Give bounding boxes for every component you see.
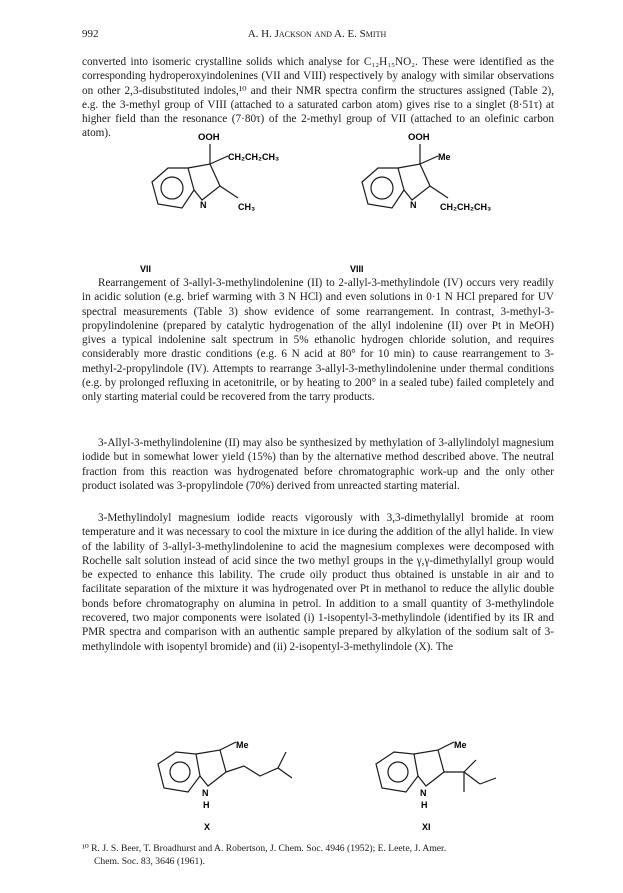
xi-nitrogen: N — [420, 788, 427, 798]
footnote — [82, 843, 554, 868]
page-number: 992 — [82, 28, 99, 40]
structure-vii — [130, 126, 310, 274]
viii-bottom-group: CH₂CH₂CH₃ — [440, 202, 492, 212]
running-title: A. H. Jackson and A. E. Smith — [247, 28, 387, 40]
structure-x — [140, 738, 330, 838]
paragraph-synthesis: 3-Allyl-3-methylindolenine (II) may also be synthesized by methylation of 3-allylindolyl magnesium iodide but in somewhat lower yield (15%) than by the alternative method described above. The neutral fraction from this reaction was hydrogenated before chromatographic work-up and the only other product isolated was 3-propylindole (70%) derived from unreacted starting material. — [82, 437, 554, 492]
viii-top-group: OOH — [408, 132, 430, 143]
footnote-line-1: ¹⁰ R. J. S. Beer, T. Broadhurst and A. Robertson, J. Chem. Soc. 4946 (1952); E. Leete, J. Amer. — [82, 843, 447, 854]
vii-top-group: OOH — [198, 132, 220, 143]
vii-side-group: CH₂CH₂CH₃ — [228, 152, 280, 162]
footnote-line-2: Chem. Soc. 83, 3646 (1961). — [94, 855, 205, 867]
x-hydrogen: H — [203, 800, 210, 810]
x-nitrogen: N — [202, 788, 209, 798]
xi-hydrogen: H — [421, 800, 428, 810]
paragraph-hydroperoxy: converted into isomeric crystalline solids which analyse for C₁₂H₁₅NO₂. These were identified as the corresponding hydroperoxyindolenines (VII and VIII) respectively by analogy with similar observations on other 2,3-disubstituted indoles,¹⁰ and their NMR spectra confirm the structures assigned (Table 2), e.g. the 3-methyl group of VIII (attached to a saturated carbon atom) gives rise to a singlet (8·51τ) at higher field than the resonance (7·80τ) of the 2-methyl group of VII (attached to an olefinic carbon atom). — [82, 56, 554, 140]
page-header — [82, 28, 552, 44]
structure-viii — [340, 126, 520, 274]
paragraph-grignard: 3-Methylindolyl magnesium iodide reacts vigorously with 3,3-dimethylallyl bromide at room temperature and it was necessary to cool the mixture in ice during the addition of the allyl halide. In view of the lability of 3-allyl-3-methylindolenine to acid the magnesium complexes were decomposed with Rochelle salt solution instead of acid since the two methyl groups in the γ,γ-dimethylallyl group would be expected to enhance this lability. The crude oily product thus obtained is unstable in air and to facilitate separation of the mixture it was hydrogenated over Pt in methanol to reduce the allylic double bonds before chromatography on alumina in petrol. In addition to a small quantity of 3-methylindole recovered, two major components were isolated (i) 1-isopentyl-3-methylindole (identified by its IR and PMR spectra and comparison with an authentic sample prepared by alkylation of the sodium salt of 3-methylindole with isopentyl bromide) and (ii) 2-isopentyl-3-methylindole (X). The — [82, 512, 554, 653]
viii-nitrogen: N — [410, 200, 417, 210]
vii-label: VII — [140, 264, 152, 274]
x-label: X — [204, 822, 211, 832]
structure-xi — [358, 738, 548, 838]
xi-label: XI — [422, 822, 431, 832]
vii-nitrogen: N — [200, 200, 207, 210]
viii-side-group: Me — [438, 152, 451, 162]
x-side-group: Me — [236, 740, 249, 750]
paragraph-rearrangement: Rearrangement of 3-allyl-3-methylindolenine (II) to 2-allyl-3-methylindole (IV) occurs very readily in acidic solution (e.g. brief warming with 3 N HCl) and even solutions in 0·1 N HCl prepared for UV spectral measurements (Table 3) show evidence of some rearrangement. In contrast, 3-methyl-3-propylindolenine (prepared by catalytic hydrogenation of the allyl indolenine (II) over Pt in MeOH) gives a typical indolenine salt spectrum in 5% ethanolic hydrogen chloride solution, and requires considerably more drastic conditions (e.g. 6 N acid at 80° for 10 min) to cause rearrangement to 3-methyl-2-propylindole (IV). Attempts to rearrange 3-allyl-3-methylindolenine under thermal conditions (e.g. by prolonged refluxing in acetonitrile, or by heating to 200° in a sealed tube) failed completely and only starting material could be recovered from the tarry products. — [82, 277, 554, 404]
xi-side-group: Me — [454, 740, 467, 750]
viii-label: VIII — [350, 264, 364, 274]
vii-bottom-group: CH₃ — [238, 202, 256, 212]
